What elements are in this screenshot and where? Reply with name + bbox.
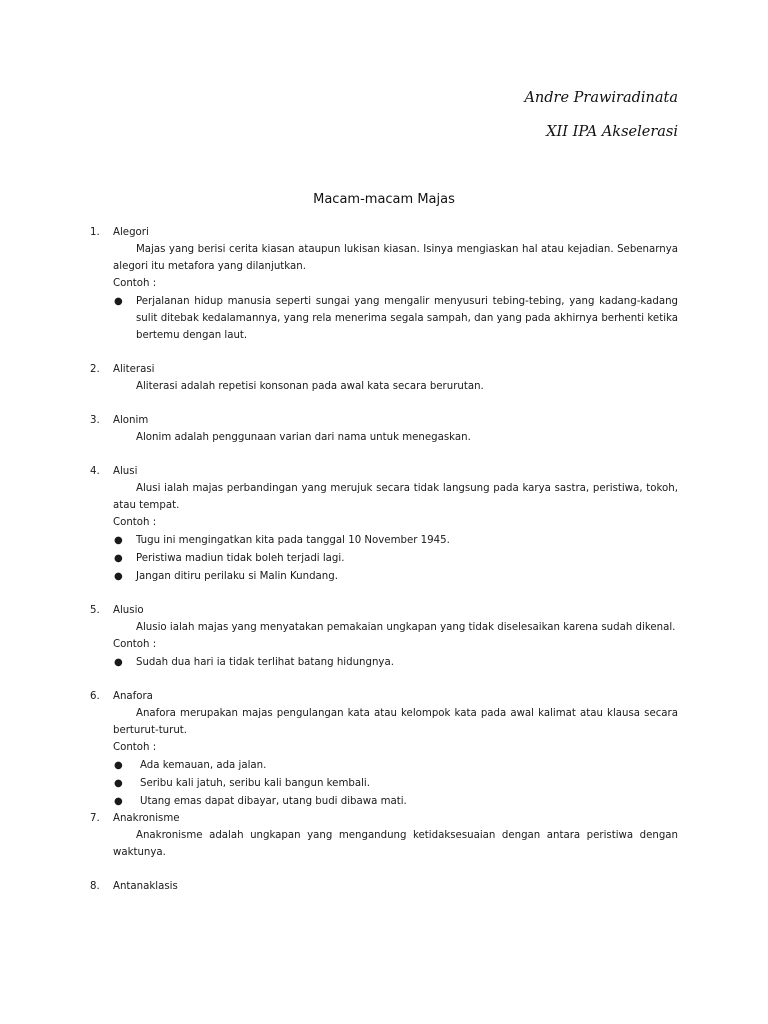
list-item [90, 412, 678, 446]
item-term: Alusi [113, 466, 138, 477]
item-description: Alusi ialah majas perbandingan yang merujuk secara tidak langsung pada karya sastra, peristiwa, tokoh, atau tempat. [113, 483, 678, 511]
item-term: Alusio [113, 605, 144, 616]
item-description: Majas yang berisi cerita kiasan ataupun lukisan kiasan. Isinya mengiaskan hal atau kejadian. Sebenarnya alegori itu metafora yang dilanjutkan. [113, 244, 678, 272]
class-name: XII IPA Akselerasi [546, 124, 678, 140]
contoh-label: Contoh : [113, 517, 157, 528]
bullet-icon: ● [114, 760, 123, 771]
item-term: Antanaklasis [113, 881, 178, 892]
example-item: ● Seribu kali jatuh, seribu kali bangun kembali. [90, 775, 678, 792]
item-number: 7. [90, 813, 100, 824]
majas-list [90, 224, 678, 895]
list-item [90, 361, 678, 395]
item-number: 3. [90, 415, 100, 426]
list-item [90, 688, 678, 810]
list-item [90, 463, 678, 585]
list-item [90, 224, 678, 344]
example-item: ● Utang emas dapat dibayar, utang budi dibawa mati. [90, 793, 678, 810]
example-list [90, 293, 678, 344]
contoh-label: Contoh : [113, 639, 157, 650]
example-list [90, 757, 678, 810]
contoh-label: Contoh : [113, 278, 157, 289]
example-item: ● Peristiwa madiun tidak boleh terjadi lagi. [90, 550, 678, 567]
bullet-icon: ● [114, 553, 123, 564]
example-item: ● Jangan ditiru perilaku si Malin Kundang. [90, 568, 678, 585]
bullet-icon: ● [114, 571, 123, 582]
item-description: Alusio ialah majas yang menyatakan pemakaian ungkapan yang tidak diselesaikan karena sudah dikenal. [136, 622, 676, 633]
example-list [90, 654, 678, 671]
list-item [90, 810, 678, 861]
example-list [90, 532, 678, 585]
item-description: Alonim adalah penggunaan varian dari nama untuk menegaskan. [136, 432, 471, 443]
example-item: ● Sudah dua hari ia tidak terlihat batang hidungnya. [90, 654, 678, 671]
item-number: 2. [90, 364, 100, 375]
example-item: ● Ada kemauan, ada jalan. [90, 757, 678, 774]
item-description: Aliterasi adalah repetisi konsonan pada awal kata secara berurutan. [136, 381, 484, 392]
page-title: Macam-macam Majas [313, 192, 455, 207]
item-number: 1. [90, 227, 100, 238]
item-description: Anafora merupakan majas pengulangan kata atau kelompok kata pada awal kalimat atau klausa secara berturut-turut. [113, 708, 678, 736]
bullet-icon: ● [114, 535, 123, 546]
item-number: 8. [90, 881, 100, 892]
item-number: 5. [90, 605, 100, 616]
list-item [90, 878, 678, 895]
item-number: 4. [90, 466, 100, 477]
item-term: Anakronisme [113, 813, 180, 824]
item-term: Alegori [113, 227, 149, 238]
bullet-icon: ● [114, 778, 123, 789]
item-number: 6. [90, 691, 100, 702]
example-item: ● Tugu ini mengingatkan kita pada tanggal 10 November 1945. [90, 532, 678, 549]
bullet-icon: ● [114, 296, 123, 307]
bullet-icon: ● [114, 796, 123, 807]
contoh-label: Contoh : [113, 742, 157, 753]
list-item [90, 602, 678, 671]
bullet-icon: ● [114, 657, 123, 668]
author-name: Andre Prawiradinata [524, 90, 678, 106]
item-term: Alonim [113, 415, 149, 426]
example-item: ● Perjalanan hidup manusia seperti sungai yang mengalir menyusuri tebing-tebing, yang kadang-kadang sulit ditebak kedalamannya, yang rela menerima segala sampah, dan yang pada akhirnya berhenti ketika bertemu dengan laut. [90, 293, 678, 344]
item-term: Aliterasi [113, 364, 155, 375]
item-description: Anakronisme adalah ungkapan yang mengandung ketidaksesuaian dengan antara peristiwa dengan waktunya. [113, 830, 678, 858]
item-term: Anafora [113, 691, 153, 702]
